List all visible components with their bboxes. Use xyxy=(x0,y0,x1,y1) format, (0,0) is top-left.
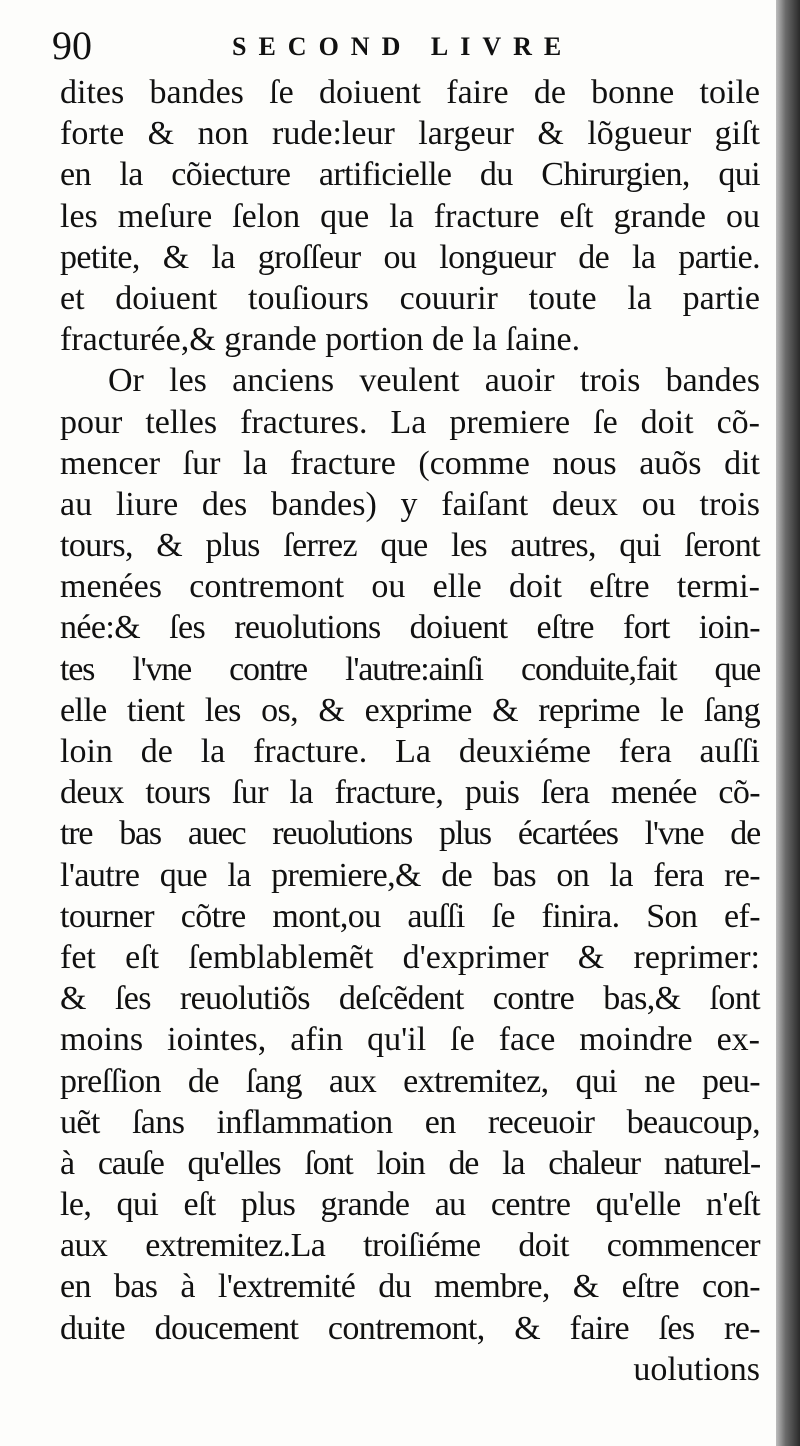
text-line: pour telles fractures. La premiere ſe doit cõ- xyxy=(60,403,760,441)
text-line: & ſes reuolutiõs deſcẽdent contre bas,& ſont xyxy=(60,980,760,1018)
page-gutter-shadow xyxy=(776,0,800,1446)
catchword: uolutions xyxy=(633,1350,760,1388)
text-line: uẽt ſans inflammation en receuoir beaucoup, xyxy=(60,1103,760,1141)
text-line: en bas à l'extremité du membre, & eſtre con- xyxy=(60,1268,760,1306)
text-line: en la cõiecture artificielle du Chirurgien, qui xyxy=(60,156,760,194)
text-line: moins iointes, afin qu'il ſe face moindre ex- xyxy=(60,1021,760,1059)
text-line: aux extremitez.La troiſiéme doit commencer xyxy=(60,1227,760,1265)
text-line: fracturée,& grande portion de la ſaine. xyxy=(60,321,581,359)
text-line: menées contremont ou elle doit eſtre termi- xyxy=(60,568,760,606)
running-title: SECOND LIVRE xyxy=(232,32,574,61)
text-line: l'autre que la premiere,& de bas on la fera re- xyxy=(60,856,760,894)
text-line: tours, & plus ſerrez que les autres, qui ſeront xyxy=(60,527,760,565)
text-line: duite doucement contremont, & faire ſes re- xyxy=(60,1309,760,1347)
text-line: dites bandes ſe doiuent faire de bonne toile xyxy=(60,74,760,111)
text-line: au liure des bandes) y faiſant deux ou trois xyxy=(60,485,760,523)
text-line: petite, & la groſſeur ou longueur de la partie. xyxy=(60,238,760,276)
text-line: mencer ſur la fracture (comme nous auõs dit xyxy=(60,444,760,482)
text-line: forte & non rude:leur largeur & lõgueur giſt xyxy=(60,115,760,153)
text-line: deux tours ſur la fracture, puis ſera menée cõ- xyxy=(60,774,760,812)
text-line: Or les anciens veulent auoir trois bandes xyxy=(108,362,760,400)
text-line: le, qui eſt plus grande au centre qu'elle n'eſt xyxy=(60,1186,760,1224)
text-line: loin de la fracture. La deuxiéme fera auſſi xyxy=(60,733,760,770)
text-line: à cauſe qu'elles ſont loin de la chaleur naturel- xyxy=(60,1144,760,1182)
page-number: 90 xyxy=(52,23,92,68)
text-line: tre bas auec reuolutions plus écartées l'vne de xyxy=(60,815,760,853)
page-header xyxy=(52,24,752,68)
text-line: preſſion de ſang aux extremitez, qui ne peu- xyxy=(60,1062,760,1100)
text-line: tourner cõtre mont,ou auſſi ſe finira. Son ef- xyxy=(60,897,760,935)
text-line: fet eſt ſemblablemẽt d'exprimer & reprimer: xyxy=(60,938,760,976)
text-line: elle tient les os, & exprime & reprime le ſang xyxy=(60,691,760,729)
text-line: les meſure ſelon que la fracture eſt grande ou xyxy=(60,197,760,235)
text-line: et doiuent touſiours couurir toute la partie xyxy=(60,279,760,317)
text-line: tes l'vne contre l'autre:ainſi conduite,fait que xyxy=(60,650,760,688)
text-line: née:& ſes reuolutions doiuent eſtre fort ioin- xyxy=(60,609,760,647)
body-text xyxy=(60,72,760,1390)
